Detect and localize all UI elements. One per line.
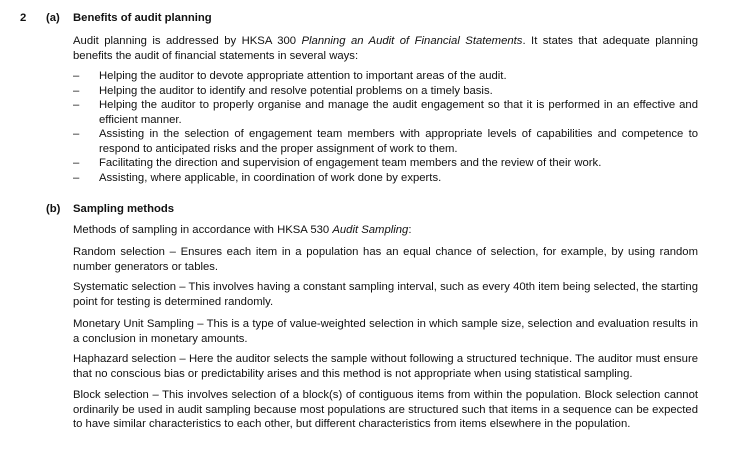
part-a-intro-standard-title: Planning an Audit of Financial Statements [301, 35, 523, 47]
bullet-dash: – [73, 99, 80, 111]
list-item [73, 127, 698, 156]
part-b-heading: Sampling methods [73, 203, 175, 215]
list-item-text: Helping the auditor to devote appropriate attention to important areas of the audit. [99, 70, 507, 82]
bullet-dash: – [73, 70, 80, 82]
list-item [73, 171, 698, 186]
part-b-intro-text-end: : [408, 224, 412, 236]
part-b-intro-text: Methods of sampling in accordance with HKSA 530 [73, 224, 333, 236]
monetary-unit-sampling-paragraph: Monetary Unit Sampling – This is a type of value-weighted selection in which sample size, selection and evaluation results in a conclusion in monetary amounts. [73, 318, 698, 345]
block-selection-paragraph: Block selection – This involves selection of a block(s) of contiguous items from within the population. Block selection cannot ordinarily be used in audit sampling because most populations are structured such that items in a sequence can be expected to have similar characteristics to each other, but different characteristics from items elsewhere in the population. [73, 389, 698, 430]
part-a-label: (a) [46, 12, 60, 24]
bullet-dash: – [73, 128, 80, 140]
part-a-intro-text-end: . It states that adequate planning benefits the audit of financial statements in several ways: [73, 35, 698, 62]
list-item-text: Helping the auditor to identify and resolve potential problems on a timely basis. [99, 84, 493, 97]
part-a-bullet-list [73, 69, 698, 185]
bullet-dash: – [73, 171, 80, 184]
part-a-intro-text: Audit planning is addressed by HKSA 300 [73, 35, 302, 47]
haphazard-selection-paragraph: Haphazard selection – Here the auditor selects the sample without following a structured technique. The auditor must ensure that no conscious bias or predictability arises and this method is not appropriate when using statistical sampling. [73, 353, 698, 380]
part-a-intro [73, 34, 698, 63]
systematic-selection-paragraph: Systematic selection – This involves having a constant sampling interval, such as every 40th item being selected, the starting point for testing is determined randomly. [73, 281, 698, 308]
bullet-dash: – [73, 84, 80, 97]
list-item-text: Assisting in the selection of engagement team members with appropriate levels of capabilities and competence to respond to anticipated risks and the proper assignment of work to them. [99, 128, 698, 155]
part-b-intro-standard-title: Audit Sampling [332, 224, 409, 236]
list-item-text: Assisting, where applicable, in coordination of work done by experts. [99, 171, 442, 184]
random-selection-paragraph: Random selection – Ensures each item in a population has an equal chance of selection, for example, by using random number generators or tables. [73, 246, 698, 273]
part-a-heading: Benefits of audit planning [73, 12, 212, 24]
list-item [73, 98, 698, 127]
list-item [73, 69, 698, 84]
list-item [73, 156, 698, 171]
part-b-label: (b) [46, 203, 61, 215]
question-number: 2 [20, 12, 27, 24]
list-item-text: Helping the auditor to properly organise and manage the audit engagement so that it is performed in an effective and efficient manner. [99, 99, 698, 126]
part-b-intro [73, 223, 698, 238]
list-item [73, 84, 698, 99]
bullet-dash: – [73, 157, 80, 169]
list-item-text: Facilitating the direction and supervision of engagement team members and the review of their work. [99, 157, 602, 169]
